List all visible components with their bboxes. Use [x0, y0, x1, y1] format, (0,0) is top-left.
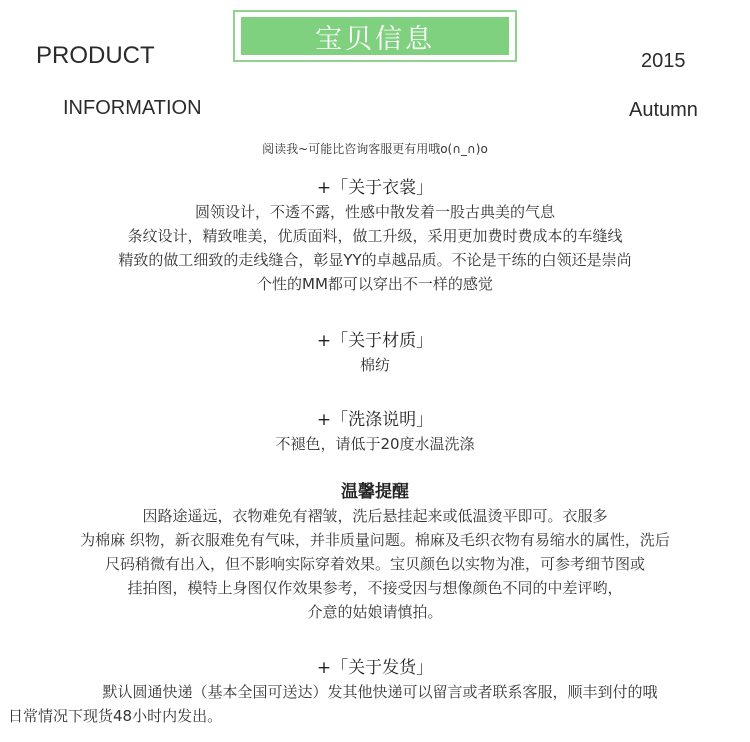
section-washing: [0, 408, 750, 456]
text-line: 个性的MM都可以穿出不一样的感觉: [257, 275, 493, 293]
text-line: 默认圆通快递（基本全国可送达）发其他快递可以留言或者联系客服，顺丰到付的哦: [102, 683, 658, 701]
information-label: INFORMATION: [63, 97, 202, 119]
section-heading: 温馨提醒: [341, 482, 409, 502]
text-line: 棉纺: [359, 356, 390, 374]
text-line: 不褪色，请低于20度水温洗涤: [275, 435, 475, 453]
text-line: 日常情况下现货48小时内发出。: [8, 707, 223, 725]
text-line: 条纹设计，精致唯美，优质面料，做工升级，采用更加费时费成本的车缝线: [127, 227, 623, 245]
section-heading: +「关于发货」: [316, 658, 434, 678]
section-clothes: [0, 176, 750, 296]
section-reminder: [0, 480, 750, 624]
text-line: 因路途遥远，衣物难免有褶皱，洗后悬挂起来或低温烫平即可。衣服多: [142, 507, 608, 525]
section-title-banner: [233, 10, 517, 62]
reading-tip: 阅读我~可能比咨询客服更有用哦o(∩_∩)o: [262, 142, 488, 156]
text-line: 圆领设计，不透不露，性感中散发着一股古典美的气息: [194, 203, 555, 221]
text-line: 介意的姑娘请慎拍。: [307, 603, 443, 621]
section-title: 宝贝信息: [241, 17, 509, 55]
text-line: 尺码稍微有出入，但不影响实际穿着效果。宝贝颜色以实物为准，可参考细节图或: [104, 555, 645, 573]
text-line: 为棉麻 织物，新衣服难免有气味，并非质量问题。棉麻及毛织衣物有易缩水的属性，洗后: [80, 531, 670, 549]
section-heading: +「洗涤说明」: [316, 410, 434, 430]
text-line: 精致的做工细致的走线缝合，彰显YY的卓越品质。不论是干练的白领还是崇尚: [118, 251, 632, 269]
section-heading: +「关于材质」: [316, 331, 434, 351]
product-label: PRODUCT: [36, 42, 155, 69]
season-label: Autumn: [629, 99, 698, 121]
section-shipping: [0, 656, 750, 728]
text-line: 挂拍图，模特上身图仅作效果参考，不接受因与想像颜色不同的中差评哟，: [127, 579, 623, 597]
year-label: 2015: [641, 50, 686, 72]
section-material: [0, 329, 750, 377]
section-heading: +「关于衣裳」: [316, 178, 434, 198]
